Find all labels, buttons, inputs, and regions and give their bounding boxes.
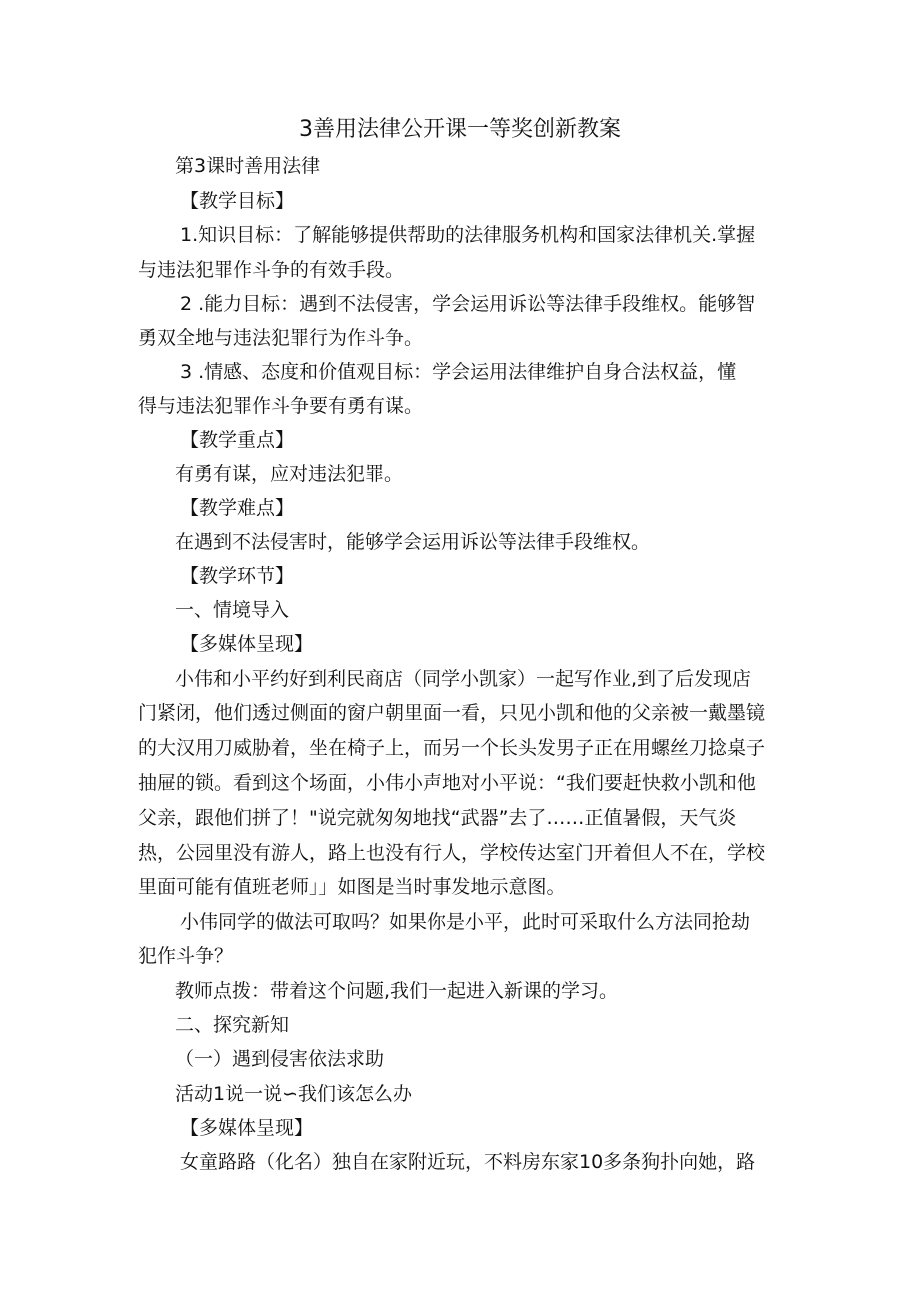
paragraph-line: 小伟和小平约好到利民商店（同学小凯家）一起写作业,到了后发现店 [175,668,752,690]
paragraph-line: 里面可能有值班老师」」如图是当时事发地示意图。 [138,876,566,898]
section-heading-steps: 【教学环节】 [180,565,295,587]
paragraph-line: 1.知识目标：了解能够提供帮助的法律服务机构和国家法律机关.掌握 [180,224,756,246]
paragraph-line: 教师点拨：带着这个问题,我们一起进入新课的学习。 [175,980,619,1002]
paragraph-line: 热，公园里没有游人，路上也没有行人，学校传达室门开着但人不在，学校 [138,842,766,864]
document-title: 3善用法律公开课一等奖创新教案 [299,117,621,142]
activity-heading: 活动1说一说∽我们该怎么办 [175,1083,413,1105]
paragraph-line: 2 .能力目标：遇到不法侵害，学会运用诉讼等法律手段维权。能够智 [180,293,756,315]
paragraph-line: 得与违法犯罪作斗争要有勇有谋。 [138,395,424,417]
section-heading-multimedia: 【多媒体呈现】 [180,633,314,655]
section-heading-key-points: 【教学重点】 [180,429,295,451]
paragraph-line: 女童路路（化名）独自在家附近玩，不料房东家10多条狗扑向她，路 [180,1151,756,1173]
paragraph-line: 抽屉的锁。看到这个场面，小伟小声地对小平说：“我们要赶快救小凯和他 [138,772,756,794]
section-heading-multimedia: 【多媒体呈现】 [180,1117,314,1139]
paragraph-line: 门紧闭，他们透过侧面的窗户朝里面一看，只见小凯和他的父亲被一戴墨镜 [138,702,766,724]
paragraph-line: 有勇有谋，应对违法犯罪。 [175,463,404,485]
section-heading-objectives: 【教学目标】 [180,190,295,212]
paragraph-line: 父亲，跟他们拼了！"说完就匆匆地找“武器”去了……正值暑假，天气炎 [138,807,737,829]
paragraph-line: 3 .情感、态度和价值观目标：学会运用法律维护自身合法权益，懂 [180,361,737,383]
paragraph-line: 在遇到不法侵害时，能够学会运用诉讼等法律手段维权。 [175,531,651,553]
paragraph-line: 的大汉用刀威胁着，坐在椅子上，而另一个长头发男子正在用螺丝刀捻桌子 [138,737,766,759]
subsection-heading: 一、情境导入 [175,599,290,621]
paragraph-line: 小伟同学的做法可取吗？如果你是小平，此时可采取什么方法同抢劫 [180,911,751,933]
paragraph-line: 犯作斗争？ [138,945,234,967]
subsection-heading: （一）遇到侵害依法求助 [175,1048,385,1070]
section-heading-difficulties: 【教学难点】 [180,497,295,519]
paragraph-line: 与违法犯罪作斗争的有效手段。 [138,259,405,281]
paragraph-line: 勇双全地与违法犯罪行为作斗争。 [138,327,424,349]
subsection-heading: 二、探究新知 [175,1014,290,1036]
lesson-heading: 第3课时善用法律 [175,155,321,177]
